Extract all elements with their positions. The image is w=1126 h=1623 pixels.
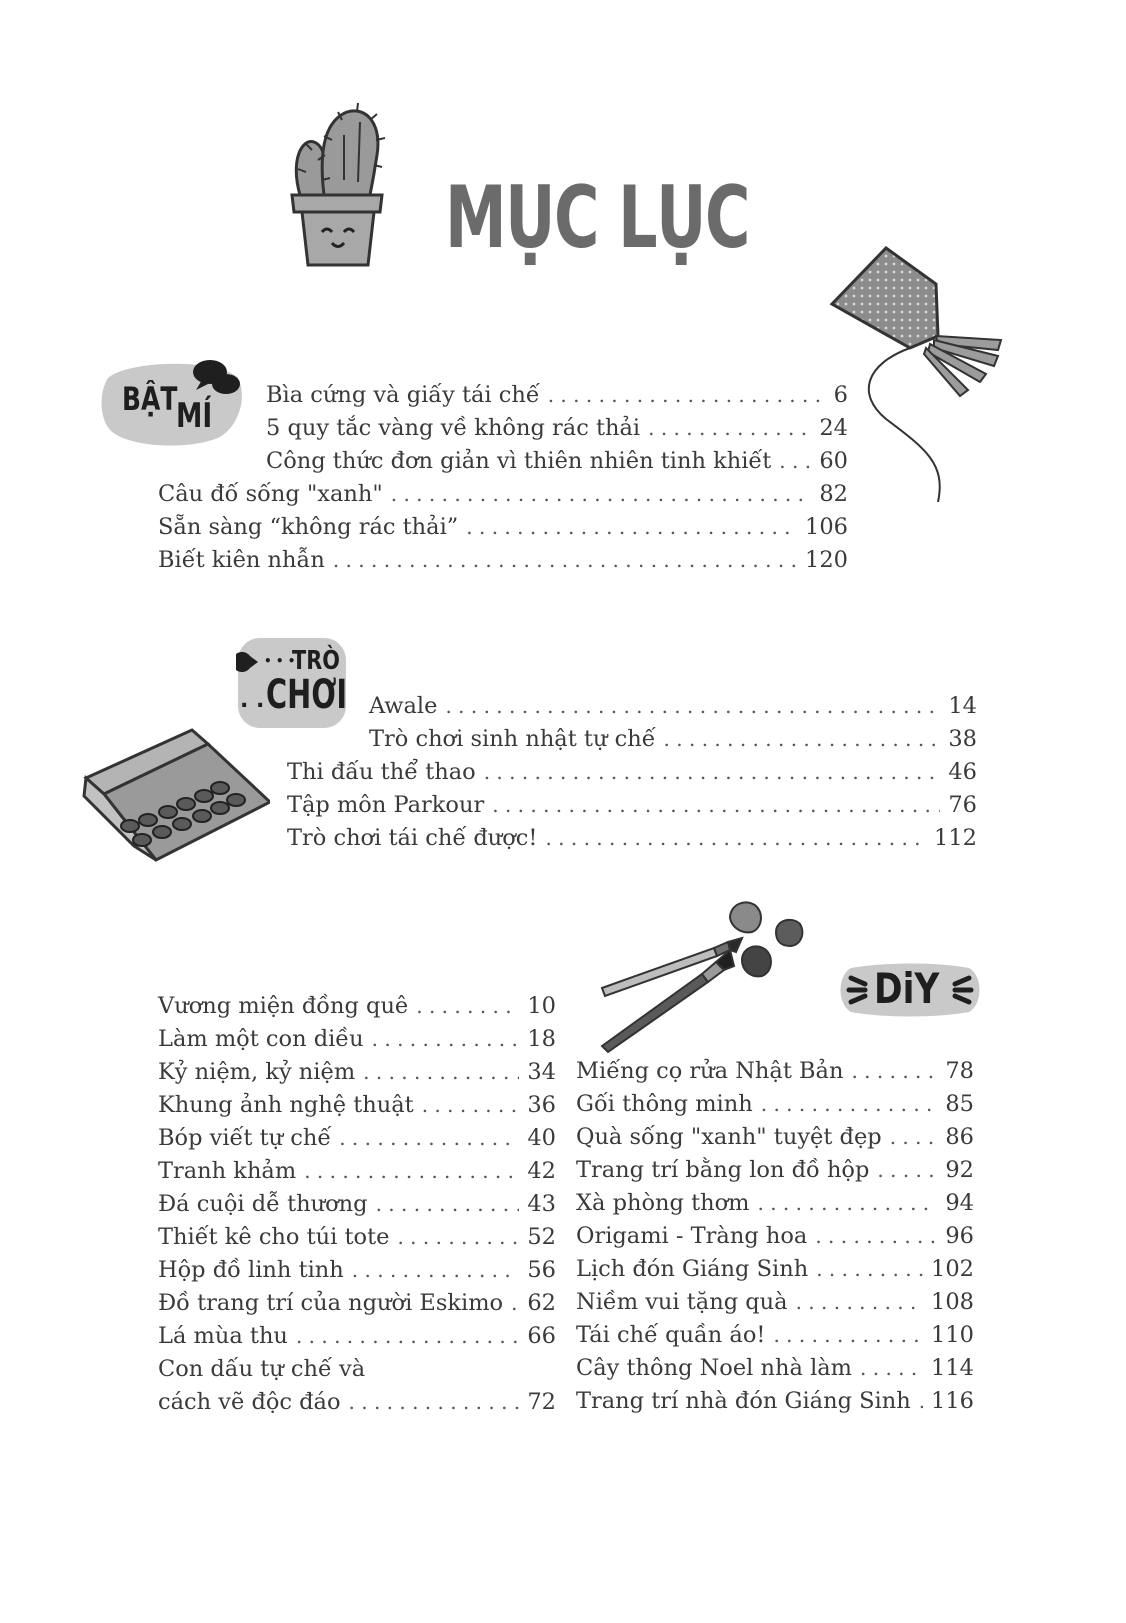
toc-entry-wrap-line-1[interactable]: Con dấu tự chế và — [158, 1356, 366, 1382]
toc-entry[interactable]: Cây thông Noel nhà làm . . . 114 — [576, 1352, 974, 1385]
toc-entry[interactable]: Hộp đồ linh tinh . . . 56 — [158, 1254, 556, 1287]
toc-entry[interactable]: Đồ trang trí của người Eskimo . . . 62 — [158, 1287, 556, 1320]
toc-entry[interactable]: Thi đấu thể thao . . . 46 — [287, 756, 977, 789]
toc-entry[interactable]: 5 quy tắc vàng về không rác thải . . . 24 — [266, 412, 848, 445]
paintbrush-icon — [596, 896, 808, 1056]
bat-mi-label-2: MÍ — [176, 396, 213, 436]
toc-section-tro-choi — [287, 690, 977, 855]
toc-entry[interactable]: Bóp viết tự chế . . . 40 — [158, 1122, 556, 1155]
toc-entry[interactable]: Tranh khảm . . . 42 — [158, 1155, 556, 1188]
toc-section-diy-left — [158, 990, 556, 1419]
toc-entry[interactable]: Khung ảnh nghệ thuật . . . 36 — [158, 1089, 556, 1122]
toc-entry[interactable]: Trang trí nhà đón Giáng Sinh . . . 116 — [576, 1385, 974, 1418]
toc-section-bat-mi — [158, 379, 848, 577]
toc-section-diy-right — [576, 1055, 974, 1418]
kite-icon — [826, 244, 1006, 506]
cactus-icon — [282, 100, 402, 275]
toc-entry[interactable]: Tái chế quần áo! . . . 110 — [576, 1319, 974, 1352]
toc-entry[interactable]: Origami - Tràng hoa . . . 96 — [576, 1220, 974, 1253]
toc-entry[interactable]: Niềm vui tặng quà . . . 108 — [576, 1286, 974, 1319]
toc-entry[interactable]: Kỷ niệm, kỷ niệm . . . 34 — [158, 1056, 556, 1089]
toc-entry[interactable]: Lá mùa thu . . . 66 — [158, 1320, 556, 1353]
toc-entry[interactable]: Xà phòng thơm . . . 94 — [576, 1187, 974, 1220]
egg-carton-icon — [80, 726, 270, 866]
toc-entry[interactable]: Đá cuội dễ thương . . . 43 — [158, 1188, 556, 1221]
tro-choi-dots-2: . . — [240, 688, 265, 713]
toc-entry[interactable]: Awale . . . 14 — [369, 690, 977, 723]
toc-entry[interactable]: Câu đố sống "xanh" . . . 82 — [158, 478, 848, 511]
toc-entry[interactable]: Miếng cọ rửa Nhật Bản . . . 78 — [576, 1055, 974, 1088]
toc-entry[interactable]: Thiết kê cho túi tote . . . 52 — [158, 1221, 556, 1254]
toc-entry[interactable]: Lịch đón Giáng Sinh . . . 102 — [576, 1253, 974, 1286]
toc-entry[interactable]: Công thức đơn giản vì thiên nhiên tinh khiết . . . 60 — [266, 445, 848, 478]
toc-entry[interactable]: Gối thông minh . . . 85 — [576, 1088, 974, 1121]
diy-label: DiY — [874, 964, 940, 1013]
tro-choi-label-2: CHƠI — [266, 672, 348, 718]
toc-entry[interactable]: Vương miện đồng quê . . . 10 — [158, 990, 556, 1023]
toc-entry[interactable]: Biết kiên nhẫn . . . 120 — [158, 544, 848, 577]
toc-entry[interactable]: cách vẽ độc đáo . . . 72 — [158, 1386, 556, 1419]
toc-entry[interactable]: Trò chơi sinh nhật tự chế . . . 38 — [369, 723, 977, 756]
toc-entry[interactable]: Trò chơi tái chế được! . . . 112 — [287, 822, 977, 855]
toc-entry[interactable]: Làm một con diều . . . 18 — [158, 1023, 556, 1056]
tro-choi-dots-1: • • • — [264, 654, 296, 668]
tro-choi-label-1: TRÒ — [292, 646, 340, 676]
toc-entry[interactable]: Sẵn sàng “không rác thải” . . . 106 — [158, 511, 848, 544]
page-title: MỤC LỤC — [445, 168, 749, 268]
toc-entry[interactable]: Quà sống "xanh" tuyệt đẹp . . . 86 — [576, 1121, 974, 1154]
bat-mi-label-1: BẬT — [122, 380, 178, 418]
toc-entry[interactable]: Tập môn Parkour . . . 76 — [287, 789, 977, 822]
toc-entry[interactable]: Bìa cứng và giấy tái chế . . . 6 — [266, 379, 848, 412]
toc-entry[interactable]: Trang trí bằng lon đồ hộp . . . 92 — [576, 1154, 974, 1187]
